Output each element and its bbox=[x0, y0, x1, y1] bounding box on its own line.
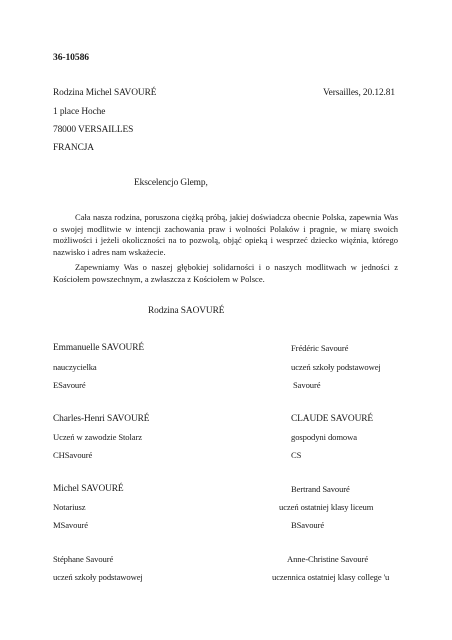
signatory-signature: ESavouré bbox=[53, 380, 86, 390]
place-date: Versailles, 20.12.81 bbox=[323, 88, 395, 98]
signatory-role: uczennica ostatniej klasy college 'u bbox=[272, 572, 390, 582]
signatory-name: Charles-Henri SAVOURÉ bbox=[53, 414, 150, 424]
signatory-role: uczeń szkoły podstawowej bbox=[291, 362, 381, 372]
signatory-signature: BSavouré bbox=[291, 520, 325, 530]
signatory-name: Anne-Christine Savouré bbox=[287, 554, 369, 564]
sender-street: 1 place Hoche bbox=[53, 107, 106, 117]
signatory-role: Uczeń w zawodzie Stolarz bbox=[53, 432, 142, 442]
sender-city: 78000 VERSAILLES bbox=[53, 125, 134, 135]
signatory-role: gospodyni domowa bbox=[291, 432, 357, 442]
signatory-name: Frédéric Savouré bbox=[291, 343, 349, 353]
signatory-name: CLAUDE SAVOURÉ bbox=[291, 414, 374, 424]
signatory-signature: MSavouré bbox=[53, 520, 89, 530]
closing-family: Rodzina SAOVURÉ bbox=[148, 306, 225, 316]
signatory-name: Stéphane Savouré bbox=[53, 554, 114, 564]
signatory-role: Notariusz bbox=[53, 502, 86, 512]
signatory-signature: Savouré bbox=[293, 380, 321, 390]
signatory-role: nauczycielka bbox=[53, 362, 97, 372]
salutation: Ekscelencjo Glemp, bbox=[134, 178, 208, 188]
signatory-signature: CHSavouré bbox=[53, 450, 93, 460]
document-reference: 36-10586 bbox=[53, 52, 89, 63]
signatory-name: Emmanuelle SAVOURÉ bbox=[53, 343, 144, 353]
sender-country: FRANCJA bbox=[53, 143, 94, 153]
paragraph-2: Zapewniamy Was o naszej głębokiej solidarności i o naszych modlitwach w jedności z Kościołem powszechnym, a zwłaszcza z Kościołem w Polsce. bbox=[53, 262, 398, 284]
signatory-role: uczeń ostatniej klasy liceum bbox=[279, 502, 374, 512]
signatory-name: Bertrand Savouré bbox=[291, 484, 350, 494]
signatory-name: Michel SAVOURÉ bbox=[53, 484, 124, 494]
signatory-signature: CS bbox=[291, 450, 302, 460]
signatory-role: uczeń szkoły podstawowej bbox=[53, 572, 143, 582]
sender-name: Rodzina Michel SAVOURÉ bbox=[53, 88, 157, 98]
paragraph-1: Cała nasza rodzina, poruszona ciężką próbą, jakiej doświadcza obecnie Polska, zapewnia Was o swojej modlitwie w intencji zachowania praw i wolności Polaków i pragnie, w miarę swoich możliwości i jeżeli okoliczności na to pozwolą, objąć opieką i wesprzeć dziecko więźnia, którego nazwisko i adres nam wskażecie. bbox=[53, 212, 398, 257]
